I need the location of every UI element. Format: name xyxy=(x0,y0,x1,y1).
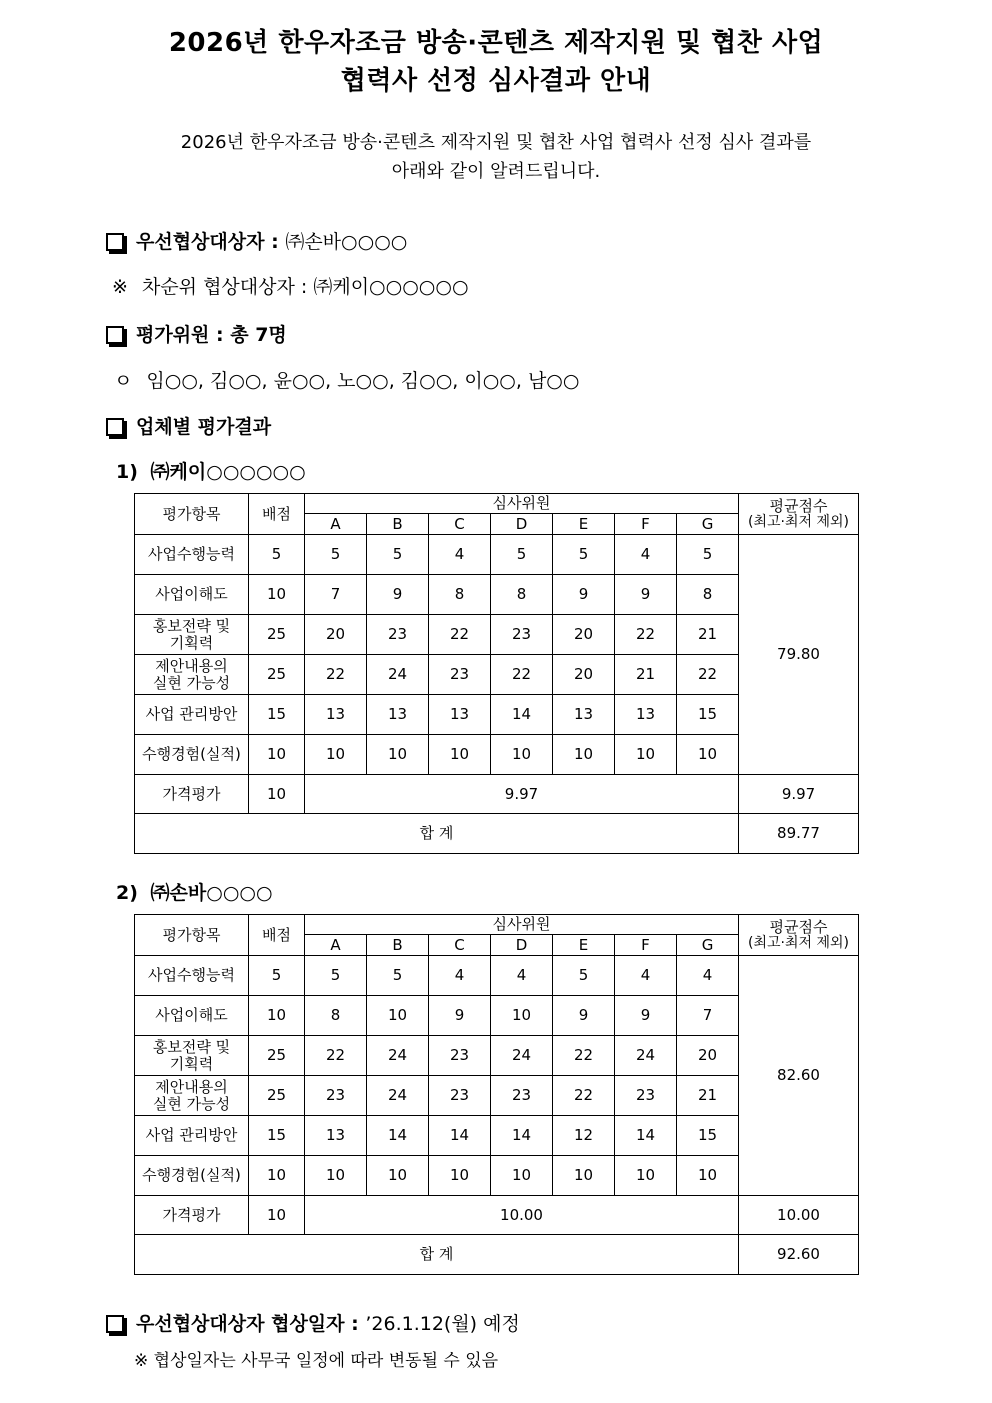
header-points: 배점 xyxy=(249,915,305,956)
company-heading-1 xyxy=(116,457,306,484)
judge-letter: G xyxy=(677,935,739,956)
panel-section xyxy=(106,320,287,347)
judge-score: 10 xyxy=(553,735,615,775)
price-score: 9.97 xyxy=(305,775,739,814)
judge-score: 14 xyxy=(367,1116,429,1156)
price-score: 10.00 xyxy=(305,1196,739,1235)
square-bullet-icon xyxy=(106,233,124,251)
judge-score: 14 xyxy=(429,1116,491,1156)
item-points: 25 xyxy=(249,1076,305,1116)
intro-line-2: 아래와 같이 알려드립니다. xyxy=(391,161,601,182)
judge-score: 22 xyxy=(305,1036,367,1076)
judge-score: 10 xyxy=(367,1156,429,1196)
square-bullet-icon xyxy=(106,418,124,436)
priority-negotiator-section xyxy=(106,227,407,254)
judge-score: 22 xyxy=(429,615,491,655)
judge-score: 14 xyxy=(491,1116,553,1156)
item-points: 25 xyxy=(249,615,305,655)
square-bullet-icon xyxy=(106,326,124,344)
judge-letter: C xyxy=(429,935,491,956)
total-row xyxy=(135,814,859,854)
judge-score: 8 xyxy=(677,575,739,615)
judge-score: 10 xyxy=(491,996,553,1036)
judge-letter: G xyxy=(677,514,739,535)
judge-score: 22 xyxy=(553,1076,615,1116)
negotiation-note: ※ 협상일자는 사무국 일정에 따라 변동될 수 있음 xyxy=(134,1351,499,1371)
judge-score: 9 xyxy=(615,575,677,615)
priority-value: ㈜손바○○○○ xyxy=(285,231,408,253)
page-title: 2026년 한우자조금 방송·콘텐츠 제작지원 및 협찬 사업 xyxy=(168,28,824,58)
judge-score: 9 xyxy=(429,996,491,1036)
judge-score: 23 xyxy=(305,1076,367,1116)
judge-letter: F xyxy=(615,514,677,535)
judge-score: 4 xyxy=(491,956,553,996)
table-row xyxy=(135,956,859,996)
header-points: 배점 xyxy=(249,494,305,535)
item-name: 사업 관리방안 xyxy=(135,695,249,735)
item-name: 수행경험(실적) xyxy=(135,735,249,775)
company-number: 1) xyxy=(116,461,138,483)
judge-score: 4 xyxy=(615,535,677,575)
item-name: 홍보전략 및 기획력 xyxy=(135,1036,249,1076)
item-points: 5 xyxy=(249,956,305,996)
price-row xyxy=(135,1196,859,1235)
judge-letter: A xyxy=(305,514,367,535)
item-points: 10 xyxy=(249,996,305,1036)
judge-score: 20 xyxy=(677,1036,739,1076)
price-label: 가격평가 xyxy=(135,775,249,814)
next-negotiator-label: 차순위 협상대상자 : xyxy=(141,276,308,298)
judge-score: 15 xyxy=(677,695,739,735)
item-name: 사업수행능력 xyxy=(135,535,249,575)
judge-letter: D xyxy=(491,514,553,535)
judge-score: 5 xyxy=(553,956,615,996)
next-negotiator-value: ㈜케이○○○○○○ xyxy=(313,276,469,298)
next-negotiator-line xyxy=(112,272,469,299)
item-name: 홍보전략 및 기획력 xyxy=(135,615,249,655)
judge-score: 10 xyxy=(491,1156,553,1196)
judge-score: 10 xyxy=(429,1156,491,1196)
header-average xyxy=(739,494,859,535)
judge-score: 23 xyxy=(367,615,429,655)
judge-score: 13 xyxy=(615,695,677,735)
header-item: 평가항목 xyxy=(135,494,249,535)
header-average-note: (최고·최저 제외) xyxy=(748,513,849,530)
judge-score: 21 xyxy=(677,1076,739,1116)
judge-score: 5 xyxy=(305,535,367,575)
judge-score: 22 xyxy=(491,655,553,695)
judge-score: 24 xyxy=(615,1036,677,1076)
average-score: 79.80 xyxy=(739,535,859,775)
judge-letter: C xyxy=(429,514,491,535)
item-name: 사업 관리방안 xyxy=(135,1116,249,1156)
score-table-1 xyxy=(134,493,859,854)
item-name: 사업수행능력 xyxy=(135,956,249,996)
judge-score: 8 xyxy=(429,575,491,615)
negotiation-date: ’26.1.12(월) 예정 xyxy=(365,1313,520,1335)
judge-score: 9 xyxy=(553,996,615,1036)
judge-score: 4 xyxy=(677,956,739,996)
item-points: 15 xyxy=(249,695,305,735)
header-judges: 심사위원 xyxy=(305,494,739,514)
negotiation-label: 우선협상대상자 협상일자 : xyxy=(136,1313,359,1335)
judge-score: 24 xyxy=(367,1076,429,1116)
judge-letter: A xyxy=(305,935,367,956)
judge-score: 10 xyxy=(429,735,491,775)
judge-score: 8 xyxy=(305,996,367,1036)
total-label: 합 계 xyxy=(135,1235,739,1275)
judge-score: 15 xyxy=(677,1116,739,1156)
total-score: 92.60 xyxy=(739,1235,859,1275)
judge-score: 5 xyxy=(367,956,429,996)
judge-score: 10 xyxy=(677,735,739,775)
negotiation-section xyxy=(106,1309,520,1336)
item-points: 15 xyxy=(249,1116,305,1156)
company-heading-2 xyxy=(116,878,273,905)
intro-line-1: 2026년 한우자조금 방송·콘텐츠 제작지원 및 협찬 사업 협력사 선정 심사 결과를 xyxy=(180,132,812,153)
judge-score: 23 xyxy=(429,1036,491,1076)
judge-score: 10 xyxy=(615,735,677,775)
judge-letter: F xyxy=(615,935,677,956)
square-bullet-icon xyxy=(106,1315,124,1333)
judge-score: 22 xyxy=(305,655,367,695)
judge-score: 5 xyxy=(491,535,553,575)
judge-score: 10 xyxy=(305,1156,367,1196)
circle-bullet-icon: ㅇ xyxy=(114,370,133,392)
judge-score: 5 xyxy=(367,535,429,575)
item-name: 수행경험(실적) xyxy=(135,1156,249,1196)
price-points: 10 xyxy=(249,775,305,814)
header-row xyxy=(135,494,859,514)
judge-letter: E xyxy=(553,514,615,535)
item-points: 10 xyxy=(249,575,305,615)
panel-members: 임○○, 김○○, 윤○○, 노○○, 김○○, 이○○, 남○○ xyxy=(146,370,580,392)
judge-score: 23 xyxy=(429,655,491,695)
page-subtitle: 협력사 선정 심사결과 안내 xyxy=(340,66,652,96)
judge-score: 7 xyxy=(305,575,367,615)
judge-score: 10 xyxy=(367,996,429,1036)
judge-score: 9 xyxy=(553,575,615,615)
judge-score: 10 xyxy=(491,735,553,775)
results-section xyxy=(106,412,271,439)
judge-score: 20 xyxy=(553,615,615,655)
judge-score: 4 xyxy=(615,956,677,996)
judge-score: 13 xyxy=(305,1116,367,1156)
header-average-label: 평균점수 xyxy=(769,918,828,937)
results-label: 업체별 평가결과 xyxy=(136,416,272,438)
judge-score: 23 xyxy=(615,1076,677,1116)
item-points: 5 xyxy=(249,535,305,575)
judge-score: 4 xyxy=(429,535,491,575)
judge-score: 23 xyxy=(491,1076,553,1116)
judge-score: 23 xyxy=(491,615,553,655)
price-average: 9.97 xyxy=(739,775,859,814)
judge-score: 14 xyxy=(615,1116,677,1156)
judge-score: 12 xyxy=(553,1116,615,1156)
item-points: 25 xyxy=(249,1036,305,1076)
header-judges: 심사위원 xyxy=(305,915,739,935)
header-item: 평가항목 xyxy=(135,915,249,956)
judge-letter: D xyxy=(491,935,553,956)
judge-score: 10 xyxy=(553,1156,615,1196)
item-points: 10 xyxy=(249,735,305,775)
header-average xyxy=(739,915,859,956)
panel-members-line xyxy=(114,366,579,393)
judge-score: 24 xyxy=(367,1036,429,1076)
judge-letter: E xyxy=(553,935,615,956)
judge-score: 13 xyxy=(429,695,491,735)
judge-score: 20 xyxy=(305,615,367,655)
price-average: 10.00 xyxy=(739,1196,859,1235)
judge-score: 5 xyxy=(553,535,615,575)
judge-score: 22 xyxy=(677,655,739,695)
priority-label: 우선협상대상자 : xyxy=(136,231,279,253)
total-label: 합 계 xyxy=(135,814,739,854)
judge-score: 7 xyxy=(677,996,739,1036)
item-points: 25 xyxy=(249,655,305,695)
judge-score: 21 xyxy=(615,655,677,695)
judge-score: 10 xyxy=(677,1156,739,1196)
item-name: 사업이해도 xyxy=(135,575,249,615)
judge-score: 24 xyxy=(491,1036,553,1076)
judge-score: 13 xyxy=(367,695,429,735)
judge-score: 10 xyxy=(305,735,367,775)
judge-score: 5 xyxy=(677,535,739,575)
judge-score: 9 xyxy=(615,996,677,1036)
company-number: 2) xyxy=(116,882,138,904)
average-score: 82.60 xyxy=(739,956,859,1196)
judge-score: 10 xyxy=(615,1156,677,1196)
total-score: 89.77 xyxy=(739,814,859,854)
judge-score: 22 xyxy=(553,1036,615,1076)
judge-letter: B xyxy=(367,514,429,535)
judge-score: 13 xyxy=(305,695,367,735)
judge-score: 5 xyxy=(305,956,367,996)
judge-score: 4 xyxy=(429,956,491,996)
price-row xyxy=(135,775,859,814)
header-average-label: 평균점수 xyxy=(769,497,828,516)
price-points: 10 xyxy=(249,1196,305,1235)
judge-letter: B xyxy=(367,935,429,956)
header-row xyxy=(135,915,859,935)
judge-score: 10 xyxy=(367,735,429,775)
company-name: ㈜케이○○○○○○ xyxy=(150,461,306,483)
total-row xyxy=(135,1235,859,1275)
judge-score: 13 xyxy=(553,695,615,735)
score-table-2 xyxy=(134,914,859,1275)
company-name: ㈜손바○○○○ xyxy=(150,882,273,904)
item-points: 10 xyxy=(249,1156,305,1196)
reference-mark: ※ xyxy=(112,276,128,298)
judge-score: 22 xyxy=(615,615,677,655)
judge-score: 23 xyxy=(429,1076,491,1116)
judge-score: 24 xyxy=(367,655,429,695)
judge-score: 8 xyxy=(491,575,553,615)
table-row xyxy=(135,535,859,575)
judge-score: 21 xyxy=(677,615,739,655)
item-name: 제안내용의 실현 가능성 xyxy=(135,655,249,695)
item-name: 제안내용의 실현 가능성 xyxy=(135,1076,249,1116)
judge-score: 14 xyxy=(491,695,553,735)
header-average-note: (최고·최저 제외) xyxy=(748,934,849,951)
judge-score: 9 xyxy=(367,575,429,615)
judge-score: 20 xyxy=(553,655,615,695)
item-name: 사업이해도 xyxy=(135,996,249,1036)
price-label: 가격평가 xyxy=(135,1196,249,1235)
panel-label: 평가위원 : 총 7명 xyxy=(136,324,287,346)
